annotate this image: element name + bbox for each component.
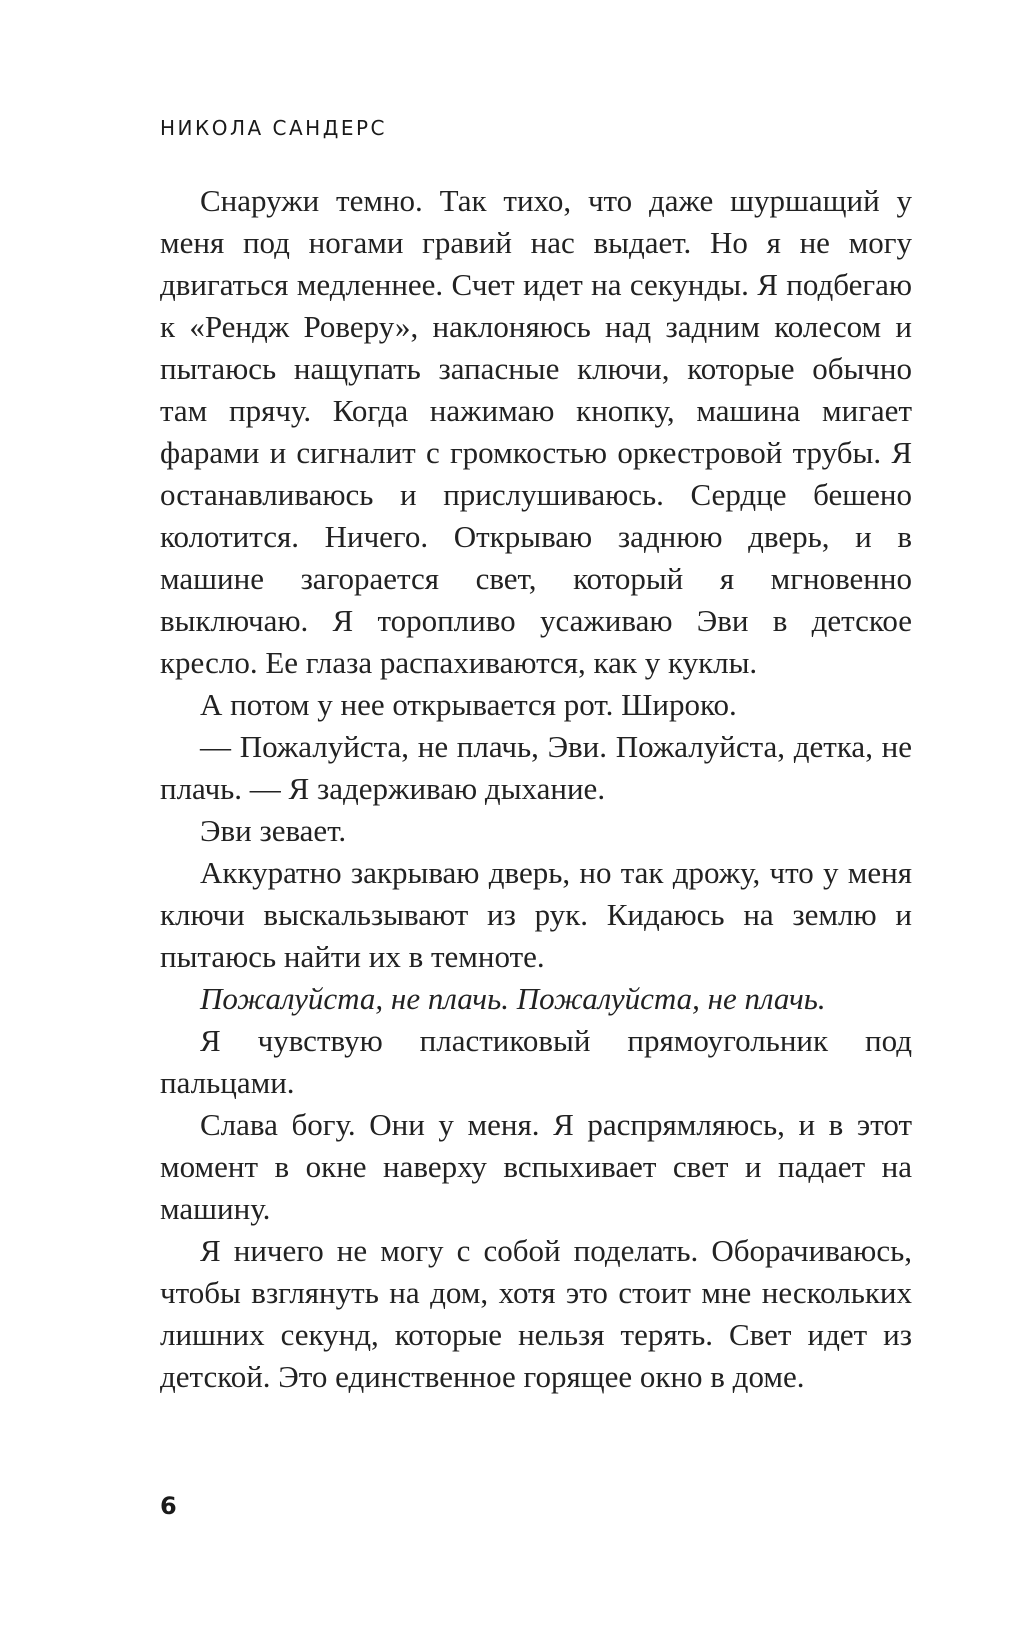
paragraph: Слава богу. Они у меня. Я распрямляюсь, и в этот момент в окне наверху вспыхивает свет и падает на машину. (160, 1107, 912, 1226)
paragraph: Снаружи темно. Так тихо, что даже шуршащий у меня под ногами гравий нас выдает. Но я не могу двигаться медленнее. Счет идет на секунды. Я подбегаю к «Рендж Роверу», наклоняюсь над задним колесом и пытаюсь нащупать запасные ключи, которые обычно там прячу. Когда нажимаю кнопку, машина мигает фарами и сигналит с громкостью оркестровой трубы. Я останавливаюсь и прислушиваюсь. Сердце бешено колотится. Ничего. Открываю заднюю дверь, и в машине загорается свет, который я мгновенно выключаю. Я торопливо усаживаю Эви в детское кресло. Ее глаза распахиваются, как у куклы. (160, 183, 912, 680)
paragraph: Я чувствую пластиковый прямоугольник под пальцами. (160, 1023, 912, 1100)
paragraph: Я ничего не могу с собой поделать. Оборачиваюсь, чтобы взглянуть на дом, хотя это стоит мне нескольких лишних секунд, которые нельзя терять. Свет идет из детской. Это единственное горящее окно в доме. (160, 1233, 912, 1394)
paragraph-dialogue: — Пожалуйста, не плачь, Эви. Пожалуйста, детка, не плачь. — Я задерживаю дыхание. (160, 729, 912, 806)
paragraph: Эви зевает. (200, 813, 347, 848)
paragraph: А потом у нее открывается рот. Широко. (200, 687, 737, 722)
running-header-author: НИКОЛА САНДЕРС (160, 116, 387, 140)
page-number: 6 (160, 1492, 177, 1520)
paragraph-italic-thought: Пожалуйста, не плачь. Пожалуйста, не плачь. (200, 981, 826, 1016)
body-text (160, 180, 912, 1398)
paragraph: Аккуратно закрываю дверь, но так дрожу, что у меня ключи выскальзывают из рук. Кидаюсь на землю и пытаюсь найти их в темноте. (160, 855, 912, 974)
